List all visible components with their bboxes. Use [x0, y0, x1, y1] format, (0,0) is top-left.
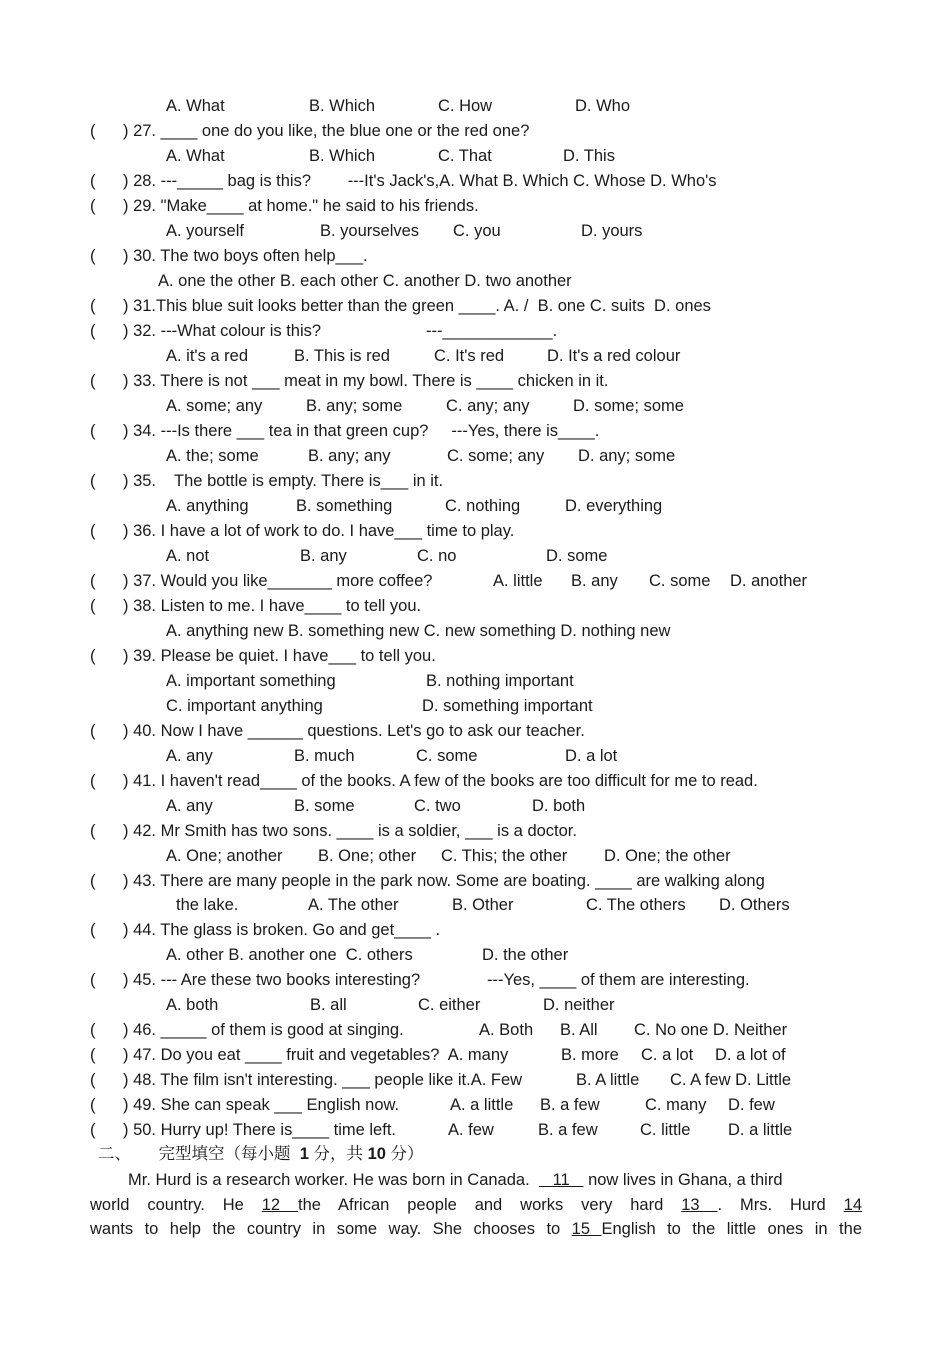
option-text: C. No one D. Neither [634, 1021, 788, 1039]
option-text: B. a few [540, 1096, 600, 1114]
option-text: D. some; some [573, 397, 684, 415]
option-text: B. any [300, 547, 347, 565]
option-text: D. neither [543, 996, 615, 1014]
question-line: A. one the other B. each other C. another D. two another [158, 272, 572, 290]
option-text: C. any; any [446, 397, 530, 415]
option-text: B. yourselves [320, 222, 420, 240]
option-text: B. a few [538, 1121, 598, 1139]
question-line: ( ) 37. Would you like_______ more coffee? [90, 572, 433, 590]
question-line: ( ) 50. Hurry up! There is____ time left. [90, 1121, 396, 1139]
question-line: A. other B. another one C. others [166, 946, 413, 964]
question-line: ( ) 42. Mr Smith has two sons. ____ is a soldier, ___ is a doctor. [90, 822, 577, 840]
question-line: ( ) 29. "Make____ at home." he said to his friends. [90, 197, 479, 215]
option-text: C. It's red [434, 347, 505, 365]
question-line: A. important something [166, 672, 336, 690]
question-line: A. any [166, 797, 213, 815]
option-text: D. a lot [565, 747, 618, 765]
option-text: C. no [417, 547, 457, 565]
option-text: A. The other [308, 896, 399, 914]
question-line: A. any [166, 747, 213, 765]
option-text: C. How [438, 97, 493, 115]
option-text: B. Which [309, 97, 376, 115]
question-line: A. yourself [166, 222, 244, 240]
option-text: B. any [571, 572, 618, 590]
question-line: A. anything new B. something new C. new something D. nothing new [166, 622, 671, 640]
question-line: A. anything [166, 497, 249, 515]
option-text: C. A few D. Little [670, 1071, 792, 1089]
option-text: D. Who [575, 97, 631, 115]
option-text: D. One; the other [604, 847, 731, 865]
question-line: ( ) 27. ____ one do you like, the blue one or the red one? [90, 122, 530, 140]
option-text: B. any; some [306, 397, 403, 415]
question-line: ( ) 49. She can speak ___ English now. [90, 1096, 400, 1114]
option-text: C. a lot [641, 1046, 694, 1064]
passage-line-2: world country. He 12 the African people and works very hard 13 . Mrs. Hurd 14 [90, 1196, 862, 1214]
option-text: C. some [649, 572, 711, 590]
option-text: ---Yes, ____ of them are interesting. [487, 971, 750, 989]
option-text: C. either [418, 996, 481, 1014]
question-line: A. some; any [166, 397, 263, 415]
question-line: ( ) 44. The glass is broken. Go and get____ . [90, 921, 441, 939]
question-line: ( ) 41. I haven't read____ of the books. A few of the books are too difficult for me to read. [90, 772, 758, 790]
option-text: D. a little [728, 1121, 793, 1139]
option-text: C. two [414, 797, 461, 815]
option-text: B. much [294, 747, 355, 765]
passage-line-3: wants to help the country in some way. She chooses to 15 English to the little ones in the [90, 1220, 862, 1238]
option-text: B. something [296, 497, 393, 515]
option-text: B. A little [576, 1071, 640, 1089]
option-text: B. all [310, 996, 347, 1014]
option-text: C. some; any [447, 447, 545, 465]
question-line: ( ) 28. ---_____ bag is this? ---It's Jack's,A. What B. Which C. Whose D. Who's [90, 172, 717, 190]
option-text: B. All [560, 1021, 598, 1039]
option-text: B. more [561, 1046, 619, 1064]
option-text: A. little [493, 572, 543, 590]
question-line: A. What [166, 97, 225, 115]
option-text: A. few [448, 1121, 494, 1139]
question-line: ( ) 40. Now I have ______ questions. Let's go to ask our teacher. [90, 722, 585, 740]
option-text: C. This; the other [441, 847, 568, 865]
option-text: D. few [728, 1096, 775, 1114]
blank-11: 11 [538, 1171, 584, 1189]
option-text: B. some [294, 797, 355, 815]
question-line: ( ) 34. ---Is there ___ tea in that green cup? ---Yes, there is____. [90, 422, 600, 440]
option-text: C. many [645, 1096, 707, 1114]
option-text: C. you [453, 222, 501, 240]
option-text: A. Both [479, 1021, 534, 1039]
option-text: B. nothing important [426, 672, 574, 690]
question-line: ( ) 45. --- Are these two books interesting? [90, 971, 421, 989]
question-line: C. important anything [166, 697, 323, 715]
option-text: B. any; any [308, 447, 391, 465]
option-text: D. something important [422, 697, 593, 715]
question-line: ( ) 47. Do you eat ____ fruit and vegetables? A. many [90, 1046, 509, 1064]
option-text: ---____________. [426, 322, 558, 340]
question-line: A. it's a red [166, 347, 249, 365]
section-heading: 二、 完型填空（每小题 1 分，共 10 分） [98, 1144, 424, 1163]
question-line: ( ) 48. The film isn't interesting. ___ people like it.A. Few [90, 1071, 523, 1089]
question-line: A. One; another [166, 847, 283, 865]
option-text: D. It's a red colour [547, 347, 681, 365]
question-line: ( ) 30. The two boys often help___. [90, 247, 368, 265]
passage-line-1: Mr. Hurd is a research worker. He was born in Canada. 11 now lives in Ghana, a third [128, 1171, 783, 1189]
question-line: ( ) 35. The bottle is empty. There is___ in it. [90, 472, 444, 490]
option-text: A. a little [450, 1096, 514, 1114]
question-line: ( ) 38. Listen to me. I have____ to tell you. [90, 597, 422, 615]
option-text: D. any; some [578, 447, 676, 465]
option-text: D. a lot of [715, 1046, 786, 1064]
question-line: ( ) 36. I have a lot of work to do. I have___ time to play. [90, 522, 515, 540]
blank-12: 12 [261, 1196, 299, 1214]
blank-15: 15 [571, 1220, 602, 1238]
option-text: B. This is red [294, 347, 390, 365]
option-text: D. everything [565, 497, 663, 515]
option-text: C. nothing [445, 497, 521, 515]
option-text: C. The others [586, 896, 686, 914]
blank-14: 14 [843, 1196, 862, 1214]
question-line: A. not [166, 547, 210, 565]
question-line: A. What [166, 147, 225, 165]
question-line: ( ) 31.This blue suit looks better than the green ____. A. / B. one C. suits D. ones [90, 297, 711, 315]
question-line: ( ) 46. _____ of them is good at singing. [90, 1021, 404, 1039]
option-text: C. some [416, 747, 478, 765]
question-line: A. both [166, 996, 219, 1014]
option-text: D. both [532, 797, 586, 815]
question-line: ( ) 39. Please be quiet. I have___ to tell you. [90, 647, 436, 665]
question-line: ( ) 32. ---What colour is this? [90, 322, 322, 340]
option-text: B. One; other [318, 847, 417, 865]
option-text: D. Others [719, 896, 790, 914]
option-text: D. another [730, 572, 808, 590]
question-line: A. the; some [166, 447, 259, 465]
question-line: ( ) 33. There is not ___ meat in my bowl. There is ____ chicken in it. [90, 372, 609, 390]
option-text: B. Other [452, 896, 514, 914]
option-text: D. the other [482, 946, 569, 964]
question-line: the lake. [176, 896, 239, 914]
question-line: ( ) 43. There are many people in the park now. Some are boating. ____ are walking along [90, 872, 765, 890]
option-text: C. That [438, 147, 492, 165]
option-text: C. little [640, 1121, 691, 1139]
option-text: D. some [546, 547, 608, 565]
option-text: B. Which [309, 147, 376, 165]
option-text: D. This [563, 147, 615, 165]
option-text: D. yours [581, 222, 643, 240]
blank-13: 13 [681, 1196, 718, 1214]
